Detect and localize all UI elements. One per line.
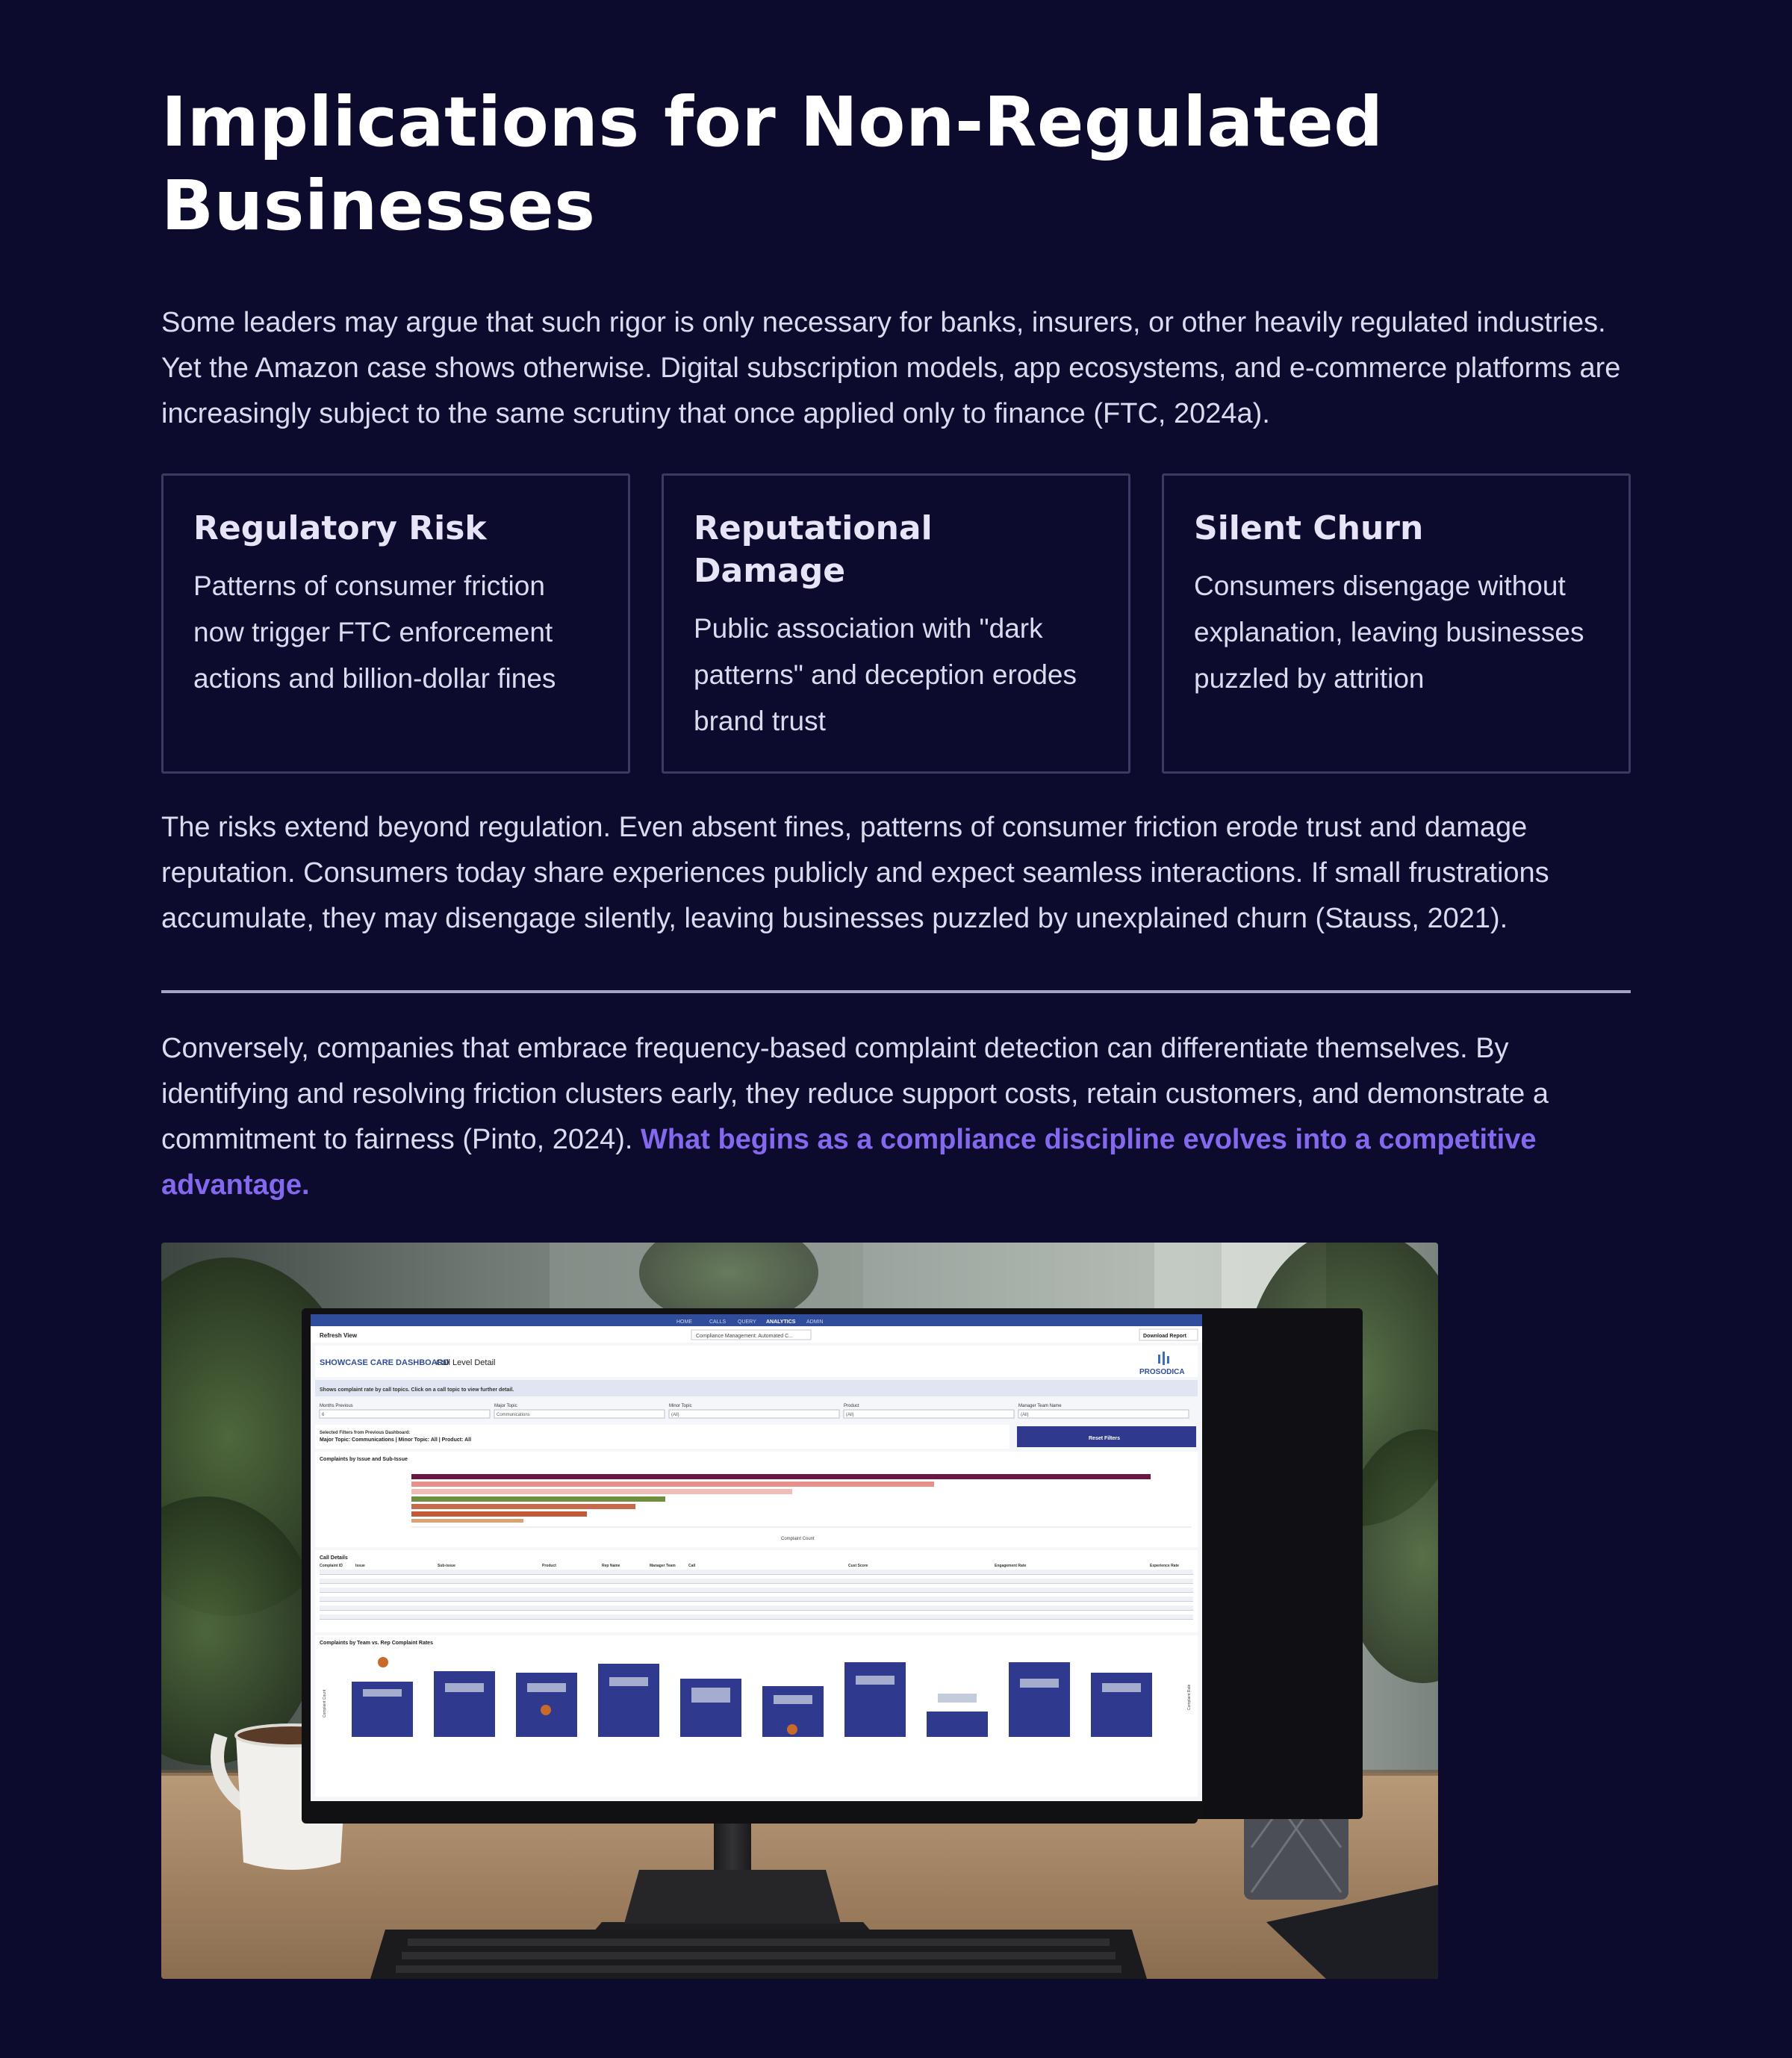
filter-months-value: 6 [322, 1413, 325, 1417]
col-engagement-rate: Engagement Rate [995, 1564, 1027, 1568]
col-manager-team: Manager Team [650, 1564, 676, 1568]
desk-monitor-photo [161, 1243, 1438, 1979]
col-complaint-id: Complaint ID [320, 1564, 343, 1568]
col-experience-rate: Experience Rate [1150, 1564, 1179, 1568]
col-call: Call [688, 1564, 696, 1568]
dash-brand-logo: PROSODICA [1139, 1368, 1185, 1376]
dash-nav-query[interactable]: QUERY [738, 1319, 756, 1325]
team-axis-label: Complaint Count [323, 1689, 327, 1717]
section-divider [161, 990, 1631, 993]
dash-download-button[interactable]: Download Report [1143, 1334, 1186, 1339]
dash-nav-home[interactable]: HOME [676, 1319, 692, 1325]
col-sub-issue: Sub-issue [438, 1564, 455, 1568]
card-silent-churn [1162, 473, 1631, 774]
card-title: Regulatory Risk [193, 509, 487, 547]
filter-minor-select[interactable] [669, 1410, 839, 1418]
col-issue: Issue [355, 1564, 365, 1568]
selected-filters: Major Topic: Communications | Minor Topic: All | Product: All [320, 1437, 472, 1443]
filter-label-product: Product [844, 1404, 859, 1408]
team-axis-right-label: Complaint Rate [1187, 1684, 1192, 1710]
col-cust-score: Cust Score [848, 1564, 868, 1568]
filter-team-select[interactable] [1018, 1410, 1189, 1418]
photo-illustration [161, 1243, 1438, 1979]
dash-refresh-button[interactable]: Refresh View [320, 1332, 358, 1339]
reset-filters-label: Reset Filters [1089, 1436, 1121, 1441]
filter-label-months: Months Previous [320, 1404, 353, 1408]
issue-chart-title: Complaints by Issue and Sub-Issue [320, 1457, 408, 1462]
selected-filters-label: Selected Filters from Previous Dashboard: [320, 1431, 411, 1435]
filter-label-major: Major Topic [494, 1404, 517, 1408]
filter-minor-value: (All) [671, 1413, 679, 1417]
issue-axis-label: Complaint Count [781, 1537, 815, 1541]
risks-paragraph: The risks extend beyond regulation. Even absent fines, patterns of consumer friction erode trust and damage reputation. Consumers today share experiences publicly and expect seamless interactions. If small frustrations accumulate, they may disengage silently, leaving businesses puzzled by unexplained churn (Stauss, 2021). [161, 812, 1549, 934]
card-text: Patterns of consumer friction now trigger FTC enforcement actions and billion-dollar fines [193, 571, 556, 694]
call-details-title: Call Details [320, 1555, 348, 1561]
filter-months-input[interactable] [320, 1410, 490, 1418]
intro-paragraph: Some leaders may argue that such rigor is only necessary for banks, insurers, or other heavily regulated industries. Yet the Amazon case shows otherwise. Digital subscription models, app ecosystems, and e-commerce platforms are increasingly subject to the same scrutiny that once applied only to finance (FTC, 2024a). [161, 307, 1621, 429]
dash-hint: Shows complaint rate by call topics. Click on a call topic to view further detail. [320, 1387, 514, 1393]
filter-label-team: Manager Team Name [1018, 1404, 1062, 1408]
card-title: Reputational Damage [694, 509, 933, 590]
dash-view-selector[interactable]: Compliance Management: Automated C... [696, 1334, 793, 1339]
card-regulatory-risk [161, 473, 630, 774]
page-title: Implications for Non-Regulated Businesses [161, 82, 1384, 246]
filter-product-value: (All) [846, 1413, 854, 1417]
card-reputational-damage [662, 473, 1130, 774]
dash-subtitle: Call Level Detail [436, 1358, 496, 1367]
card-title: Silent Churn [1194, 509, 1424, 547]
filter-label-minor: Minor Topic [669, 1404, 692, 1408]
card-text: Consumers disengage without explanation, leaving businesses puzzled by attrition [1194, 571, 1584, 694]
filter-team-value: (All) [1021, 1413, 1029, 1417]
dash-title: SHOWCASE CARE DASHBOARD [320, 1358, 449, 1367]
card-text: Public association with "dark patterns" and deception erodes brand trust [694, 613, 1077, 736]
team-chart-title: Complaints by Team vs. Rep Complaint Rates [320, 1641, 433, 1646]
dash-nav-admin[interactable]: ADMIN [806, 1319, 824, 1325]
filter-major-value: Communications [497, 1413, 530, 1417]
dash-nav-analytics[interactable]: ANALYTICS [766, 1319, 796, 1325]
filter-product-select[interactable] [844, 1410, 1014, 1418]
dash-nav-calls[interactable]: CALLS [709, 1319, 727, 1325]
col-rep-name: Rep Name [602, 1564, 620, 1568]
conversely-text: Conversely, companies that embrace frequency-based complaint detection can differentiate themselves. By identifying and resolving friction clusters early, they reduce support costs, retain customers, and demonstrate a commitment to fairness (Pinto, 2024). [161, 1033, 1549, 1155]
risk-cards [161, 473, 1631, 774]
conversely-paragraph [161, 1026, 1631, 1208]
col-product: Product [542, 1564, 556, 1568]
highlight-text: What begins as a compliance discipline evolves into a competitive advantage. [161, 1124, 1537, 1201]
